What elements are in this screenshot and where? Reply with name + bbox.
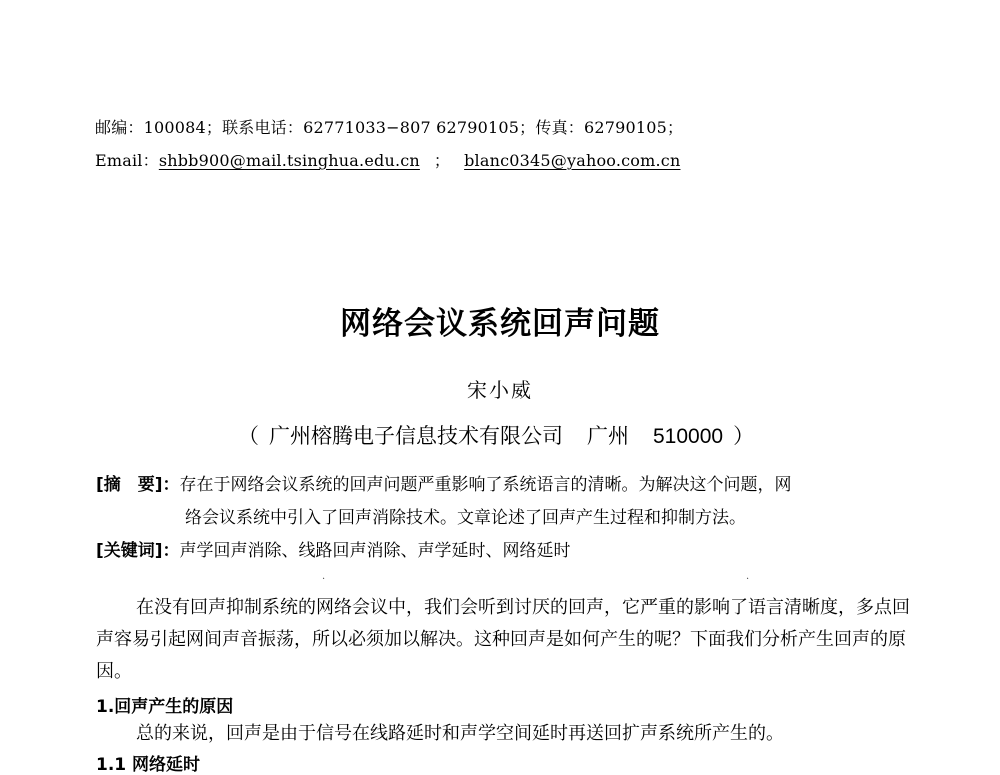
keywords-text: 声学回声消除、线路回声消除、声学延时、网络延时 — [179, 541, 571, 561]
body-paragraph-1: 在没有回声抑制系统的网络会议中，我们会听到讨厌的回声，它严重的影响了语言清晰度，多点回声容易引起网间声音振荡，所以必须加以解决。这种回声是如何产生的呢？下面我们分析产生回声的原因。 — [96, 597, 910, 682]
affiliation-city: 广州 — [587, 424, 629, 448]
abstract-line-2 — [185, 503, 746, 528]
affiliation-organization: 广州榕腾电子信息技术有限公司 — [269, 424, 563, 448]
affiliation-open-paren: （ — [238, 424, 259, 448]
section-heading-1: 1.回声产生的原因 — [96, 697, 234, 717]
keywords-line — [96, 536, 571, 561]
contact-info-line — [95, 115, 683, 138]
abstract-label: [摘 要]： — [96, 475, 180, 495]
scan-speck: · — [746, 574, 750, 585]
article-title: 网络会议系统回声问题 — [340, 306, 660, 342]
subsection-heading-1-1: 1.1 网络延时 — [96, 755, 201, 775]
body-paragraph-2: 总的来说，回声是由于信号在线路延时和声学空间延时再送回扩声系统所产生的。 — [136, 723, 784, 744]
email-link-tsinghua[interactable]: shbb900@mail.tsinghua.edu.cn — [158, 151, 420, 170]
keywords-label: [关键词]： — [96, 541, 180, 561]
postcode-phone-fax: 邮编：100084；联系电话：62771033−807 62790105；传真：62790105； — [95, 118, 684, 137]
scan-speck: · — [322, 574, 326, 585]
author-affiliation — [238, 420, 764, 450]
abstract-text-1: 存在于网络会议系统的回声问题严重影响了系统语言的清晰。为解决这个问题，网 — [179, 475, 792, 495]
email-link-yahoo[interactable]: blanc0345@yahoo.com.cn — [464, 151, 681, 170]
abstract-text-2: 络会议系统中引入了回声消除技术。文章论述了回声产生过程和抑制方法。 — [185, 508, 746, 528]
affiliation-close-paren: ） — [733, 424, 755, 448]
email-label: Email： — [95, 151, 159, 170]
email-line — [95, 148, 680, 171]
email-separator: ； — [433, 151, 451, 170]
affiliation-zip: 510000 — [653, 425, 724, 448]
abstract-line-1 — [96, 470, 792, 495]
article-author: 宋小威 — [467, 378, 533, 402]
